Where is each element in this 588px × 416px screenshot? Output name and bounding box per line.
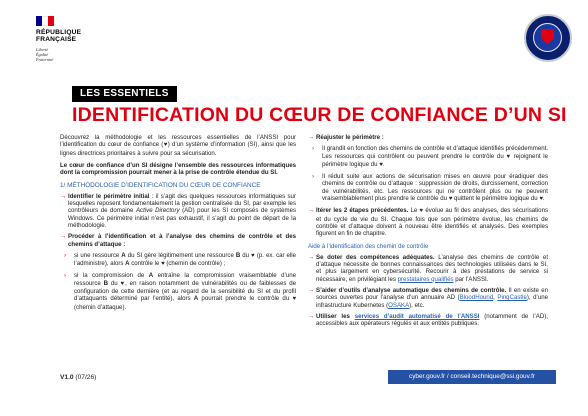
heart-icon: ♥ [251,252,255,259]
arrow-right-icon: → [308,287,315,295]
sub-item-attack-path: › si la compromission de A entraîne la compromission vraisemblable d’une ressource B du ♥, en raison notamment de vulnérabilités ou de faiblesses de configuration de cette dernière (et au regard de la sensibilité du SI et du profil d’attaquants déterminé par l’entité), alors A pourrait prendre le contrôle du ♥ (chemin d’attaque). [64,272,296,311]
qualified-providers-link[interactable]: prestataires qualifiés [397,275,454,283]
list-item-tools: → S’aider d’outils d’analyse automatique des chemins de contrôle. Il en existe en sources ouvertes pour l’analyse d’un annuaire AD (BloodHound, PingCastle), d’une infrastructure Kubernetes (OSAKA), etc. [308,287,549,309]
sub-item-perimeter-shrinks: › Il réduit suite aux actions de sécurisation mises en œuvre pour éradiquer des chemins de contrôle ou d’attaque : suppression de droits, durcissement, correction de vulnérabilités, etc. Les ressources qui ne contrôlent plus ou ne peuvent vraisemblablement plus prendre le contrôle du ♥ quittent le périmètre logique du ♥. [312,173,548,203]
sub-item-perimeter-grows: › Il grandit en fonction des chemins de contrôle et d’attaque identifiés précédemment. Les ressources qui contrôlent ou peuvent prendre le contrôle du ♥ rejoignent le périmètre logique du ♥. [312,145,548,168]
heart-icon: ♥ [539,196,543,203]
chevron-right-icon: › [64,272,67,280]
bloodhound-link[interactable]: BloodHound [459,294,494,302]
heart-icon: ♥ [448,196,453,203]
list-item-initial-perimeter: → Identifier le périmètre initial : il s’agit des quelques ressources informatiques sur lesquelles reposent fondamentalement la gestion centralisée du SI, par exemple les contrôleurs de domaine Active Directory (AD) pour les SI composés de systèmes Windows. Ce périmètre initial n’est pas exhaustif, il s’agit du point de départ de la méthodologie. [60,192,297,229]
list-item-iterate: → Itérer les 2 étapes précédentes. Le ♥ évolue au fil des analyses, des sécurisations et du cycle de vie du SI. Chaque fois que son périmètre évolue, les chemins de contrôle et d’attaque doivent à nouveau être identifiés et analysés. Des exemples figurent en fin de chapitre. [308,207,549,238]
heart-icon: ♥ [379,161,383,168]
heart-icon: ♥ [419,208,424,215]
anssi-seal-logo [524,14,572,62]
arrow-right-icon: → [308,253,315,261]
arrow-right-icon: → [60,233,67,241]
list-item-adjust-perimeter: → Réajuster le périmètre : [308,134,384,141]
contact-banner[interactable]: cyber.gouv.fr / conseil.technique@ssi.gouv.fr [388,370,556,384]
arrow-right-icon: → [308,207,315,215]
arrow-right-icon: → [308,312,315,320]
heart-icon: ♥ [506,153,512,160]
list-item-audit-services: → Utiliser les services d’audit automatisé de l’ANSSI (notamment de l’AD), accessibles aux opérateurs régulés et aux entités publiques. [308,312,548,328]
osaka-link[interactable]: OSAKA [388,301,410,309]
right-column [308,134,548,332]
left-column [60,134,296,315]
heart-icon: ♥ [161,261,165,268]
definition-paragraph: Le cœur de confiance d’un SI désigne l’ensemble des ressources informatiques dont la compromission pourrait mener à la prise de contrôle étendue du SI. [60,161,296,177]
heart-icon: ♥ [292,296,296,303]
french-flag-logo [36,16,54,26]
republic-motto: Liberté Égalité Fraternité [36,47,54,62]
sub-item-control-path: › si une ressource A du SI gère légitimement une ressource B du ♥ (p. ex. car elle l’administre), alors A contrôle le ♥ (chemin de contrôle) ; [64,251,297,268]
section-band-label: LES ESSENTIELS [72,86,177,102]
heart-icon: ♥ [163,142,168,149]
list-item-skills: → Se doter des compétences adéquates. L’analyse des chemins de contrôle et d’attaque nécessite de bonnes connaissances des technologies utilisées dans le SI, et plus largement en cybersécurité. Recourir à des prestations de service si nécessaire, en privilégiant les prestataires qualifiés par l’ANSSI. [308,253,549,283]
chevron-right-icon: › [312,173,315,181]
intro-paragraph: Découvrez la méthodologie et les ressources essentielles de l’ANSSI pour l’identification du cœur de confiance (♥) d’un système d’information (SI), ainsi que les lignes directrices prioritaires à suivre pour sa sécurisation. [60,134,296,157]
chevron-right-icon: › [64,251,67,259]
audit-services-link[interactable]: services d’audit automatisé de l’ANSSI [354,312,480,320]
arrow-right-icon: → [308,134,315,141]
republique-francaise-label: RÉPUBLIQUE FRANÇAISE [36,29,82,44]
section-heading-methodology: 1/ MÉTHODOLOGIE D’IDENTIFICATION DU CŒUR DE CONFIANCE [60,182,261,190]
chevron-right-icon: › [312,145,315,153]
heart-icon: ♥ [120,280,126,287]
section-heading-help: Aide à l’identification des chemin de contrôle [308,242,429,250]
pingcastle-link[interactable]: PingCastle [497,294,527,302]
page-title: IDENTIFICATION DU CŒUR DE CONFIANCE D’UN SI [72,104,567,126]
arrow-right-icon: → [60,192,67,200]
version-label: V1.0 (07/26) [60,374,97,381]
list-item-path-analysis: → Procéder à l’identification et à l’analyse des chemins de contrôle et des chemins d’attaque : [60,233,296,248]
